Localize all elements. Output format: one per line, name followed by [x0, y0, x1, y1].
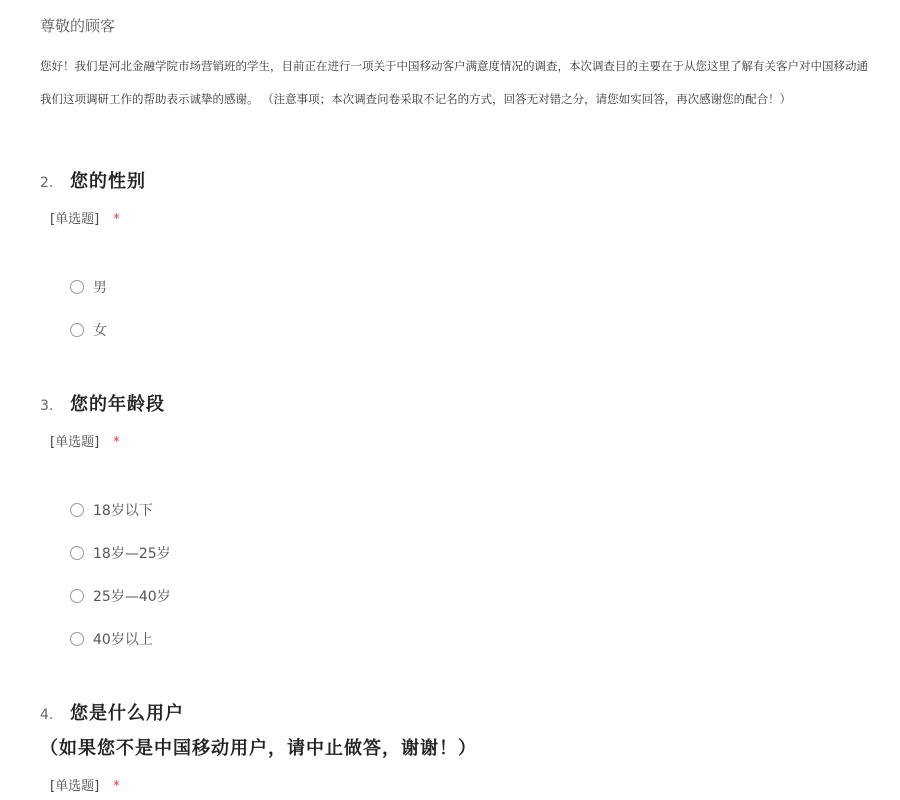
option-label: 25岁—40岁 — [93, 589, 171, 605]
question-3-type — [50, 431, 120, 450]
question-2-title — [40, 167, 146, 193]
question-4-type — [50, 775, 120, 794]
required-mark: * — [113, 435, 120, 450]
question-2-type — [50, 208, 120, 227]
question-number: 4. — [40, 707, 54, 723]
question-4-subtitle: （如果您不是中国移动用户，请中止做答，谢谢！） — [40, 738, 477, 759]
radio-button[interactable] — [70, 280, 84, 294]
option-label: 18岁—25岁 — [93, 546, 171, 562]
question-number: 3. — [40, 398, 54, 414]
option-label: 40岁以上 — [93, 632, 153, 648]
intro-line-2: 我们这项调研工作的帮助表示诚挚的感谢。 （注意事项；本次调查问卷采取不记名的方式，回答无对错之分，请您如实回答，再次感谢您的配合！） — [40, 92, 792, 106]
question-text: 您的年龄段 — [70, 394, 165, 415]
option-female[interactable] — [70, 320, 107, 340]
required-mark: * — [113, 212, 120, 227]
option-male[interactable] — [70, 277, 107, 297]
radio-button[interactable] — [70, 632, 84, 646]
greeting-heading: 尊敬的顾客 — [40, 17, 116, 35]
intro-line-1: 您好！我们是河北金融学院市场营销班的学生，目前正在进行一项关于中国移动客户满意度情况的调查，本次调查目的主要在于从您这里了解有关客户对中国移动通 — [40, 59, 868, 73]
question-4-title — [40, 699, 184, 725]
question-text: 您的性别 — [70, 171, 146, 192]
option-over-40[interactable] — [70, 629, 153, 649]
option-label: 女 — [93, 323, 107, 339]
option-under-18[interactable] — [70, 500, 153, 520]
option-18-25[interactable] — [70, 543, 171, 563]
option-25-40[interactable] — [70, 586, 171, 606]
radio-button[interactable] — [70, 323, 84, 337]
question-type-label: [单选题] — [50, 212, 100, 227]
radio-button[interactable] — [70, 503, 84, 517]
option-label: 男 — [93, 280, 107, 296]
question-number: 2. — [40, 175, 54, 191]
question-text: 您是什么用户 — [70, 703, 184, 724]
required-mark: * — [113, 779, 120, 794]
radio-button[interactable] — [70, 546, 84, 560]
question-type-label: [单选题] — [50, 779, 100, 794]
question-3-title — [40, 390, 165, 416]
option-label: 18岁以下 — [93, 503, 153, 519]
radio-button[interactable] — [70, 589, 84, 603]
question-type-label: [单选题] — [50, 435, 100, 450]
